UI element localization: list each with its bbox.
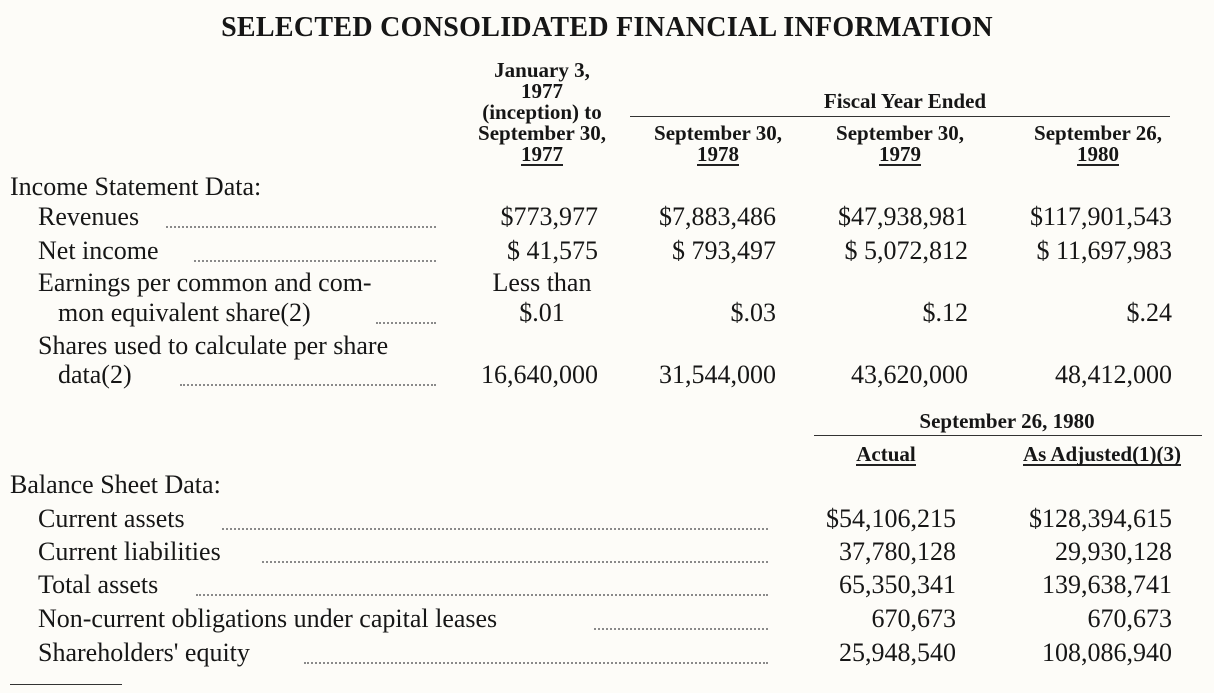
column-header-1978 [638,123,798,166]
row-label-capital-leases: Non-current obligations under capital leases [38,604,498,633]
cell: $ 11,697,983 [1036,236,1172,265]
column-header-as-adjusted: As Adjusted(1)(3) [1022,442,1182,466]
row-label-revenues: Revenues [38,202,140,231]
cell: $773,977 [500,202,598,231]
cell: $.03 [730,298,776,327]
row-label-shares-cont: data(2) [58,360,132,389]
cell: 65,350,341 [839,570,956,599]
header-line-underlined: 1978 [697,142,739,166]
header-line-underlined: 1980 [1077,142,1119,166]
header-line: September 30, [654,121,782,145]
row-label-total-assets: Total assets [38,570,159,599]
cell: $117,901,543 [1029,202,1172,231]
cell: 16,640,000 [481,360,598,389]
column-header-1979 [820,123,980,166]
cell: $.12 [922,298,968,327]
row-label-current-assets: Current assets [38,504,185,533]
row-label-net-income: Net income [38,236,159,265]
leader-dots [222,528,768,530]
leader-dots [594,628,768,630]
row-label-eps: Earnings per common and com- [38,268,372,297]
leader-dots [262,561,768,563]
cell: $.24 [1126,298,1172,327]
header-line: September 26, [1034,121,1162,145]
cell: $ 41,575 [507,236,598,265]
balance-group-rule [814,435,1202,436]
cell: 25,948,540 [839,638,956,667]
header-line: January 3, [494,58,590,82]
cell: 670,673 [871,604,956,633]
fiscal-year-header: Fiscal Year Ended [823,89,987,113]
fiscal-year-rule [630,116,1170,117]
cell: 31,544,000 [659,360,776,389]
row-label-shareholders-equity: Shareholders' equity [38,638,250,667]
leader-dots [180,384,436,386]
balance-group-header: September 26, 1980 [919,409,1095,433]
footnote-rule [10,684,122,685]
leader-dots [194,260,436,262]
header-line-underlined: 1979 [879,142,921,166]
header-line: September 30, [478,121,606,145]
cell: $ 5,072,812 [844,236,968,265]
header-line: 1977 [521,79,563,103]
cell-eps-1977-note: Less than [492,268,592,297]
cell: 108,086,940 [1042,638,1172,667]
row-label-current-liabilities: Current liabilities [38,537,221,566]
cell: $54,106,215 [826,504,956,533]
document-title: SELECTED CONSOLIDATED FINANCIAL INFORMATION [221,12,993,43]
header-line: September 30, [836,121,964,145]
leader-dots [304,662,768,664]
leader-dots [166,226,436,228]
header-line-underlined: 1977 [521,142,563,166]
header-line: (inception) to [482,100,602,124]
cell: 670,673 [1087,604,1172,633]
cell: 43,620,000 [851,360,968,389]
cell: $ 793,497 [672,236,776,265]
cell: $128,394,615 [1029,504,1172,533]
cell: 139,638,741 [1042,570,1172,599]
cell: 29,930,128 [1055,537,1172,566]
column-header-actual: Actual [856,442,916,466]
leader-dots [196,594,768,596]
balance-section-heading: Balance Sheet Data: [10,470,221,499]
cell: $47,938,981 [838,202,968,231]
row-label-eps-cont: mon equivalent share(2) [58,298,311,327]
income-section-heading: Income Statement Data: [10,172,262,201]
cell: $7,883,486 [659,202,776,231]
leader-dots [376,322,436,324]
column-header-1980 [1018,123,1178,166]
column-header-inception [462,60,622,166]
cell: 37,780,128 [839,537,956,566]
row-label-shares: Shares used to calculate per share [38,331,389,360]
cell-eps-1977: $.01 [519,298,565,327]
cell: 48,412,000 [1055,360,1172,389]
